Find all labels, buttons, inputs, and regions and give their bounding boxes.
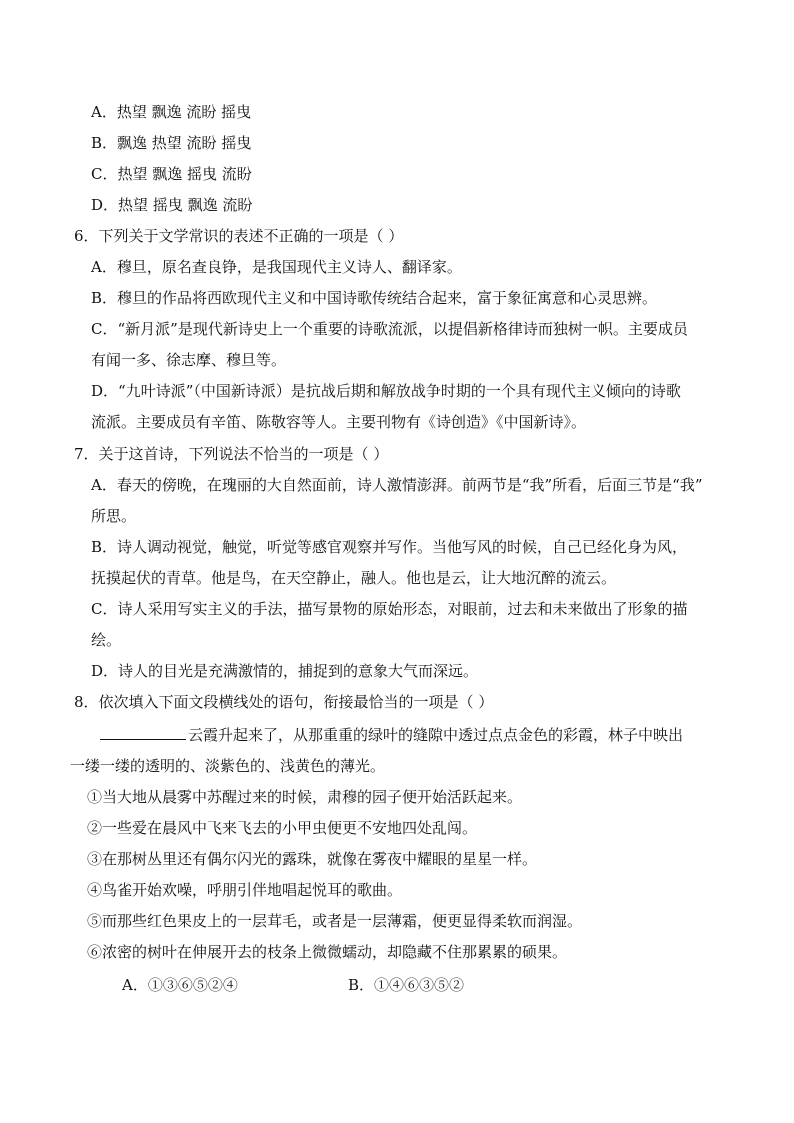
q8-sentence-2: ②一些爱在晨风中飞来飞去的小甲虫便更不安地四处乱闯。 xyxy=(87,819,478,837)
q7-option-d: D．诗人的目光是充满激情的，捕捉到的意象大气而深远。 xyxy=(91,662,479,680)
q7-option-a-cont: 所思。 xyxy=(91,507,137,525)
q5-option-b: B．飘逸 热望 流盼 摇曳 xyxy=(91,134,252,152)
q8-option-a: A．①③⑥⑤②④ xyxy=(122,976,238,994)
q7-option-b: B．诗人调动视觉，触觉，听觉等感官观察并写作。当他写风的时候，自己已经化身为风， xyxy=(91,538,688,556)
q8-sentence-5: ⑤而那些红色果皮上的一层茸毛，或者是一层薄霜，便更显得柔软而润湿。 xyxy=(87,912,583,930)
q8-passage-line2: 一缕一缕的透明的、淡紫色的、浅黄色的薄光。 xyxy=(70,757,386,775)
q8-passage-text: 云霞升起来了，从那重重的绿叶的缝隙中透过点点金色的彩霞，林子中映出 xyxy=(188,726,684,744)
fill-blank xyxy=(100,725,186,740)
q5-option-c: C．热望 飘逸 摇曳 流盼 xyxy=(91,165,252,183)
q5-option-d: D．热望 摇曳 飘逸 流盼 xyxy=(91,196,253,214)
q7-option-b-cont: 抚摸起伏的青草。他是鸟，在天空静止，融人。他也是云，让大地沉醉的流云。 xyxy=(91,569,617,587)
q6-option-b: B．穆旦的作品将西欧现代主义和中国诗歌传统结合起来，富于象征寓意和心灵思辨。 xyxy=(91,289,658,307)
q8-sentence-3: ③在那树丛里还有偶尔闪光的露珠，就像在雾夜中耀眼的星星一样。 xyxy=(87,850,538,868)
q6-option-c: C．“新月派”是现代新诗史上一个重要的诗歌流派，以提倡新格律诗而独树一帜。主要成员 xyxy=(91,320,688,338)
q6-option-a: A．穆旦，原名查良铮，是我国现代主义诗人、翻译家。 xyxy=(91,258,462,276)
q6-option-c-cont: 有闻一多、徐志摩、穆旦等。 xyxy=(91,351,287,369)
q6-option-d: D．“九叶诗派”（中国新诗派）是抗战后期和解放战争时期的一个具有现代主义倾向的诗歌 xyxy=(91,382,681,400)
q8-stem: 8．依次填入下面文段横线处的语句，衔接最恰当的一项是（ ） xyxy=(74,693,494,711)
q7-option-c-cont: 绘。 xyxy=(91,631,122,649)
q7-option-c: C．诗人采用写实主义的手法，描写景物的原始形态，对眼前，过去和未来做出了形象的描 xyxy=(91,600,688,618)
q8-option-b: B．①④⑥③⑤② xyxy=(348,976,465,994)
q8-sentence-6: ⑥浓密的树叶在伸展开去的枝条上微微蠕动，却隐藏不住那累累的硕果。 xyxy=(87,943,568,961)
q5-option-a: A．热望 飘逸 流盼 摇曳 xyxy=(91,103,252,121)
q8-passage-line1 xyxy=(100,725,683,745)
q8-sentence-4: ④鸟雀开始欢噪，呼朋引伴地唱起悦耳的歌曲。 xyxy=(87,881,403,899)
q6-stem: 6．下列关于文学常识的表述不正确的一项是（ ） xyxy=(74,227,404,245)
q6-option-d-cont: 流派。主要成员有辛笛、陈敬容等人。主要刊物有《诗创造》《中国新诗》。 xyxy=(91,413,587,431)
q7-option-a: A．春天的傍晚，在瑰丽的大自然面前，诗人激情澎湃。前两节是“我”所看，后面三节是“我” xyxy=(91,476,703,494)
q7-stem: 7．关于这首诗，下列说法不恰当的一项是（ ） xyxy=(74,445,389,463)
q8-sentence-1: ①当大地从晨雾中苏醒过来的时候，肃穆的园子便开始活跃起来。 xyxy=(87,788,523,806)
